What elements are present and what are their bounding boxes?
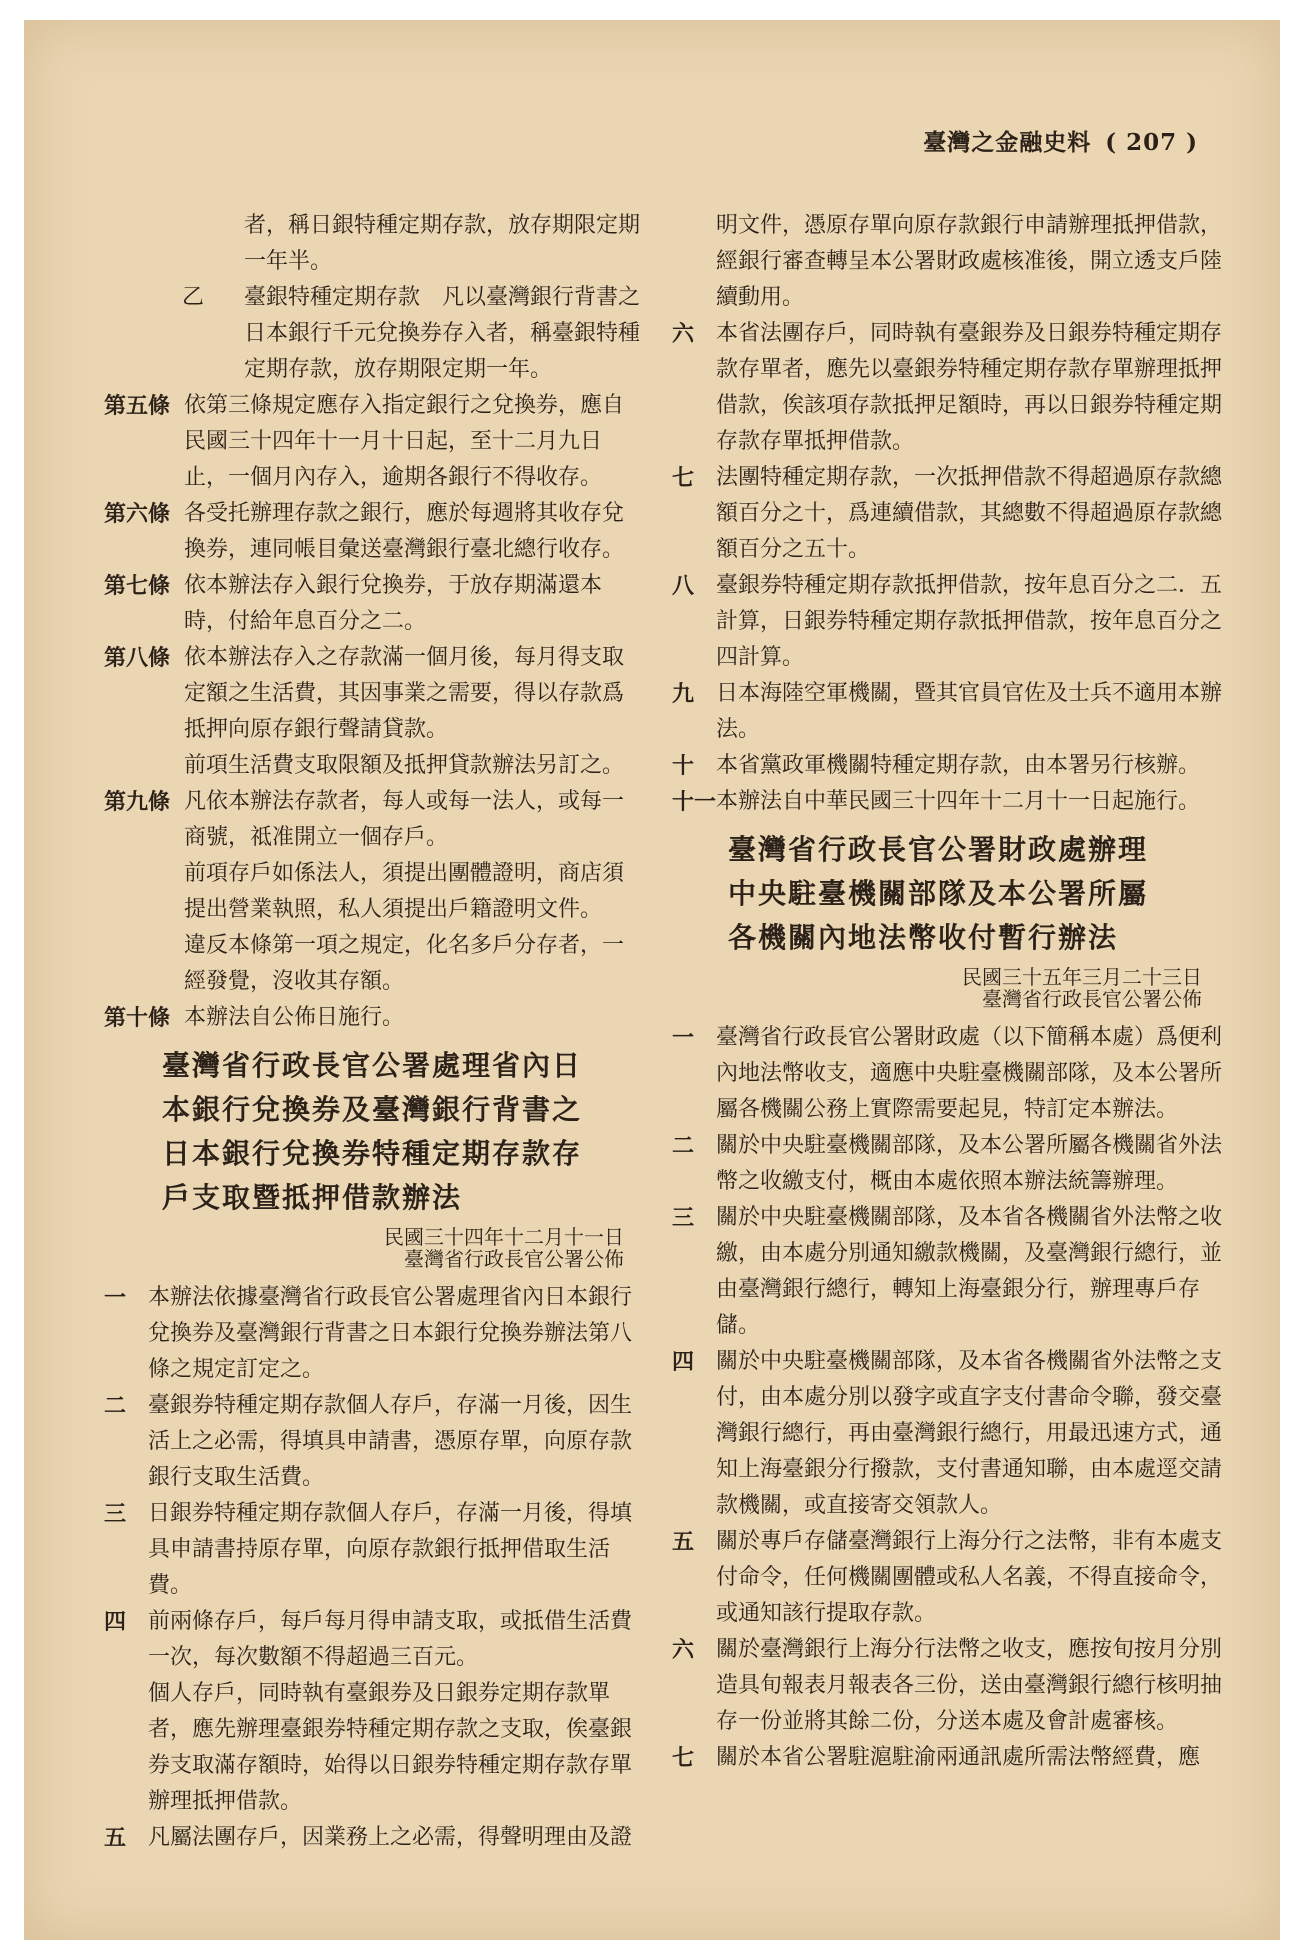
page-number: ( 207 ): [1105, 129, 1198, 156]
item-5-cont: 明文件，憑原存單向原存款銀行申請辦理抵押借款，經銀行審查轉呈本公署財政處核准後，開立透支戶陸續動用。: [716, 213, 1223, 310]
section-title-left: 臺灣省行政長官公署處理省內日 本銀行兌換券及臺灣銀行背書之 日本銀行兌換券特種定期存款存 戶支取暨抵押借款辦法: [162, 1049, 583, 1214]
paragraph: 者，稱日銀特種定期存款，放存期限定期一年半。: [244, 213, 641, 274]
article-8: 第八條 依本辦法存入之存款滿一個月後，每月得支取定額之生活費，其因事業之需要，得以存款爲抵押向原存銀行聲請貸款。: [104, 645, 625, 742]
item-9: 九 日本海陸空軍機關，暨其官員官佐及士兵不適用本辦法。: [672, 681, 1223, 742]
rule-5: 五 關於專戶存儲臺灣銀行上海分行之法幣，非有本處支付命令，任何機關團體或私人名義，不得直接命令，或通知該行提取存款。: [672, 1529, 1223, 1626]
item-8: 八 臺銀券特種定期存款抵押借款，按年息百分之二．五計算，日銀券特種定期存款抵押借款，按年息百分之四計算。: [672, 573, 1223, 670]
article-9: 第九條 凡依本辦法存款者，每人或每一法人，或每一商號，祗准開立一個存戶。: [104, 789, 625, 850]
header-title: 臺灣之金融史料: [923, 129, 1092, 156]
document-page: [24, 20, 1280, 1940]
rule-4: 四 關於中央駐臺機關部隊，及本省各機關省外法幣之支付，由本處分別以發字或直字支付書命令聯，發交臺灣銀行總行，再由臺灣銀行總行，用最迅速方式，通知上海臺銀分行撥款，支付書通知聯，由本處逕交請款機關，或直接寄交領款人。: [672, 1349, 1223, 1518]
left-column: [104, 208, 644, 1856]
rule-7: 七 關於本省公署駐滬駐渝兩通訊處所需法幣經費，應: [672, 1745, 1201, 1771]
right-column: [672, 208, 1222, 1776]
item-10: 十 本省黨政軍機關特種定期存款，由本署另行核辦。: [672, 753, 1201, 779]
sub-item-yi: 乙 臺銀特種定期存款 凡以臺灣銀行背書之日本銀行千元兌換券存入者，稱臺銀特種定期存款，放存期限定期一年。: [182, 285, 641, 382]
item-7: 七 法團特種定期存款，一次抵押借款不得超過原存款總額百分之十，爲連續借款，其總數不得超過原存款總額百分之五十。: [672, 465, 1223, 562]
article-9-note-2: 違反本條第一項之規定，化名多戶分存者，一經發覺，沒收其存額。: [184, 933, 625, 994]
item-6: 六 本省法團存戶，同時執有臺銀券及日銀券特種定期存款存單者，應先以臺銀券特種定期存款存單辦理抵押借款，俟該項存款抵押足額時，再以日銀券特種定期存款存單抵押借款。: [672, 321, 1223, 454]
page-header: [923, 124, 1198, 157]
rule-3: 三 關於中央駐臺機關部隊，及本省各機關省外法幣之收繳，由本處分別通知繳款機關，及臺灣銀行總行，並由臺灣銀行總行，轉知上海臺銀分行，辦理專戶存儲。: [672, 1205, 1223, 1338]
promulgation-date-right: 民國三十五年三月二十三日 臺灣省行政長官公署公佈: [962, 965, 1202, 1011]
item-4: 四 前兩條存戶，每戶每月得申請支取，或抵借生活費一次，每次數額不得超過三百元。: [104, 1609, 633, 1670]
article-7: 第七條 依本辦法存入銀行兌換券，于放存期滿還本時，付給年息百分之二。: [104, 573, 603, 634]
item-3: 三 日銀券特種定期存款個人存戶，存滿一月後，得填具申請書持原存單，向原存款銀行抵押借取生活費。: [104, 1501, 633, 1598]
rule-2: 二 關於中央駐臺機關部隊，及本公署所屬各機關省外法幣之收繳支付，概由本處依照本辦法統籌辦理。: [672, 1133, 1223, 1194]
article-10: 第十條 本辦法自公佈日施行。: [104, 1005, 405, 1031]
item-11: 十一 本辦法自中華民國三十四年十二月十一日起施行。: [672, 789, 1201, 815]
article-5: 第五條 依第三條規定應存入指定銀行之兌換券，應自民國三十四年十一月十日起，至十二月九日止，一個月內存入，逾期各銀行不得收存。: [104, 393, 625, 490]
item-5: 五 凡屬法團存戶，因業務上之必需，得聲明理由及證: [104, 1825, 633, 1851]
item-4-note: 個人存戶，同時執有臺銀券及日銀券定期存款單者，應先辦理臺銀券特種定期存款之支取，俟臺銀券支取滿存額時，始得以日銀券特種定期存款存單辦理抵押借款。: [148, 1681, 633, 1814]
rule-6: 六 關於臺灣銀行上海分行法幣之收支，應按旬按月分別造具旬報表月報表各三份，送由臺灣銀行總行核明抽存一份並將其餘二份，分送本處及會計處審核。: [672, 1637, 1223, 1734]
item-2: 二 臺銀券特種定期存款個人存戶，存滿一月後，因生活上之必需，得填具申請書，憑原存單，向原存款銀行支取生活費。: [104, 1393, 633, 1490]
article-8-note: 前項生活費支取限額及抵押貸款辦法另訂之。: [184, 753, 625, 778]
item-1: 一 本辦法依據臺灣省行政長官公署處理省內日本銀行兌換券及臺灣銀行背書之日本銀行兌換券辦法第八條之規定訂定之。: [104, 1285, 633, 1382]
section-title-right: 臺灣省行政長官公署財政處辦理 中央駐臺機關部隊及本公署所屬 各機關內地法幣收付暫行辦法: [728, 833, 1149, 954]
promulgation-date-left: 民國三十四年十二月十一日 臺灣省行政長官公署公佈: [384, 1225, 624, 1271]
rule-1: 一 臺灣省行政長官公署財政處（以下簡稱本處）爲便利內地法幣收支，適應中央駐臺機關部隊，及本公署所屬各機關公務上實際需要起見，特訂定本辦法。: [672, 1025, 1223, 1122]
article-6: 第六條 各受托辦理存款之銀行，應於每週將其收存兌換券，連同帳目彙送臺灣銀行臺北總行收存。: [104, 501, 625, 562]
article-9-note-1: 前項存戶如係法人，須提出團體證明，商店須提出營業執照，私人須提出戶籍證明文件。: [184, 861, 625, 922]
